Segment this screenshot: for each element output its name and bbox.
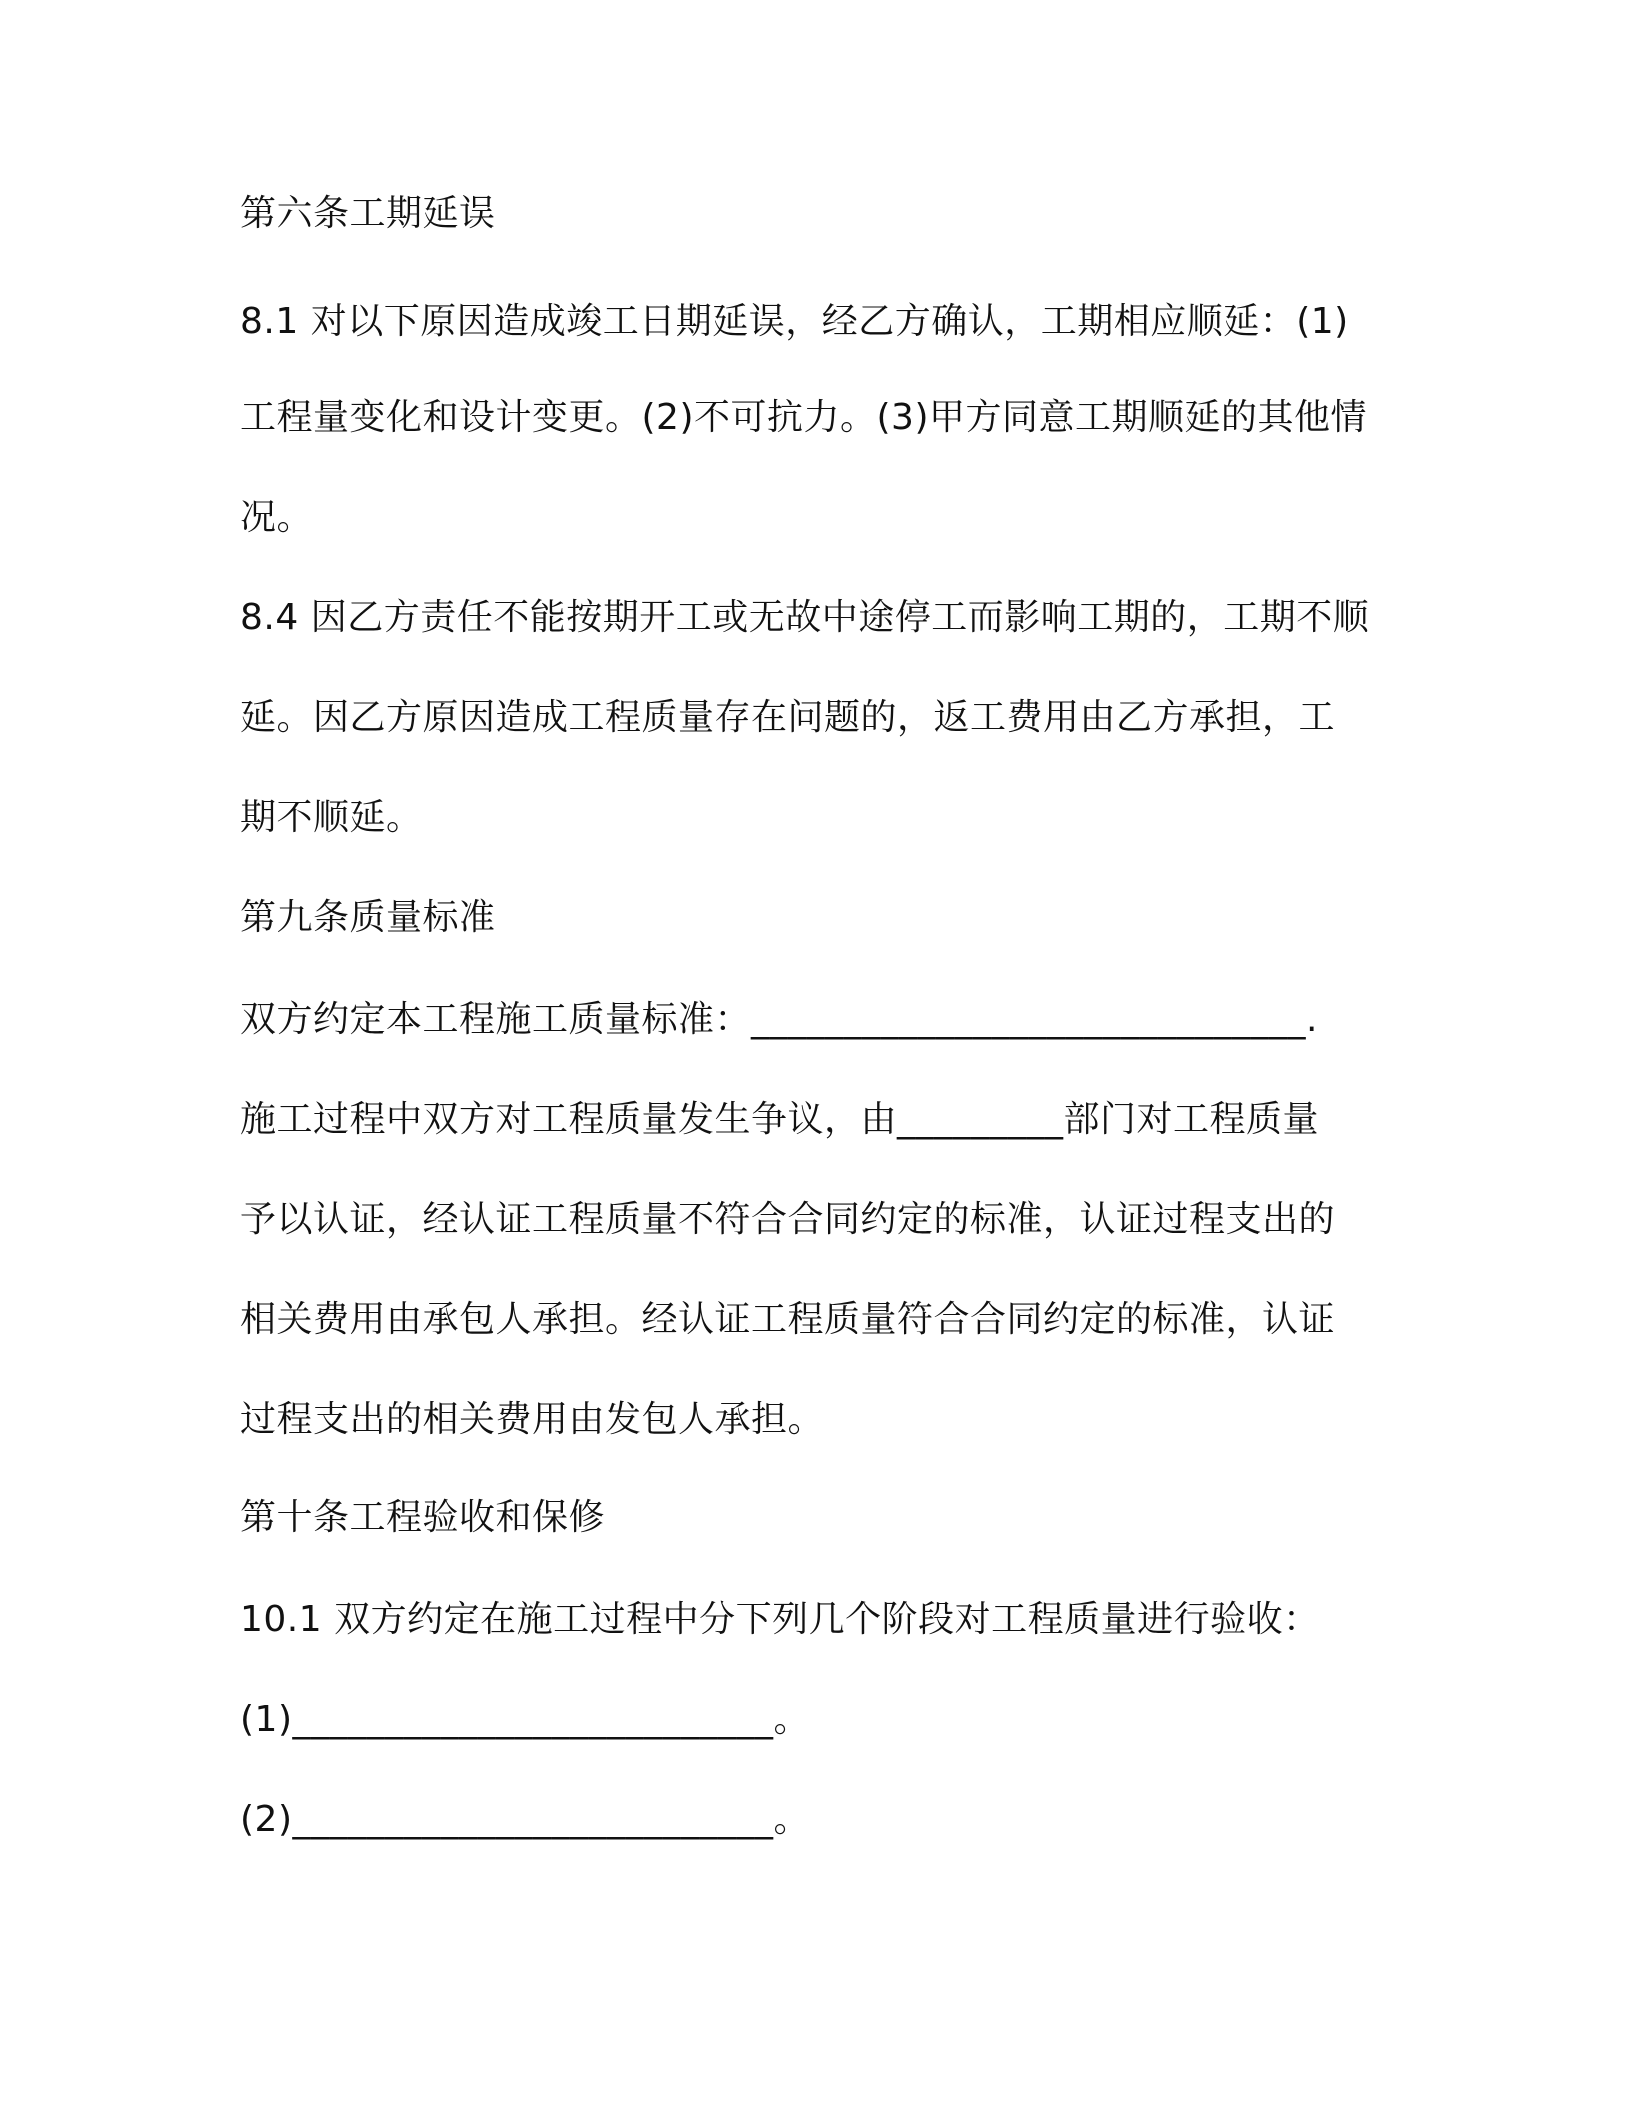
list-item: (1)__________________________。 — [240, 1699, 810, 1740]
paragraph-line: 延。因乙方原因造成工程质量存在问题的，返工费用由乙方承担，工 — [240, 697, 1336, 738]
paragraph-line: 8.1 对以下原因造成竣工日期延误，经乙方确认，工期相应顺延：(1) — [240, 301, 1349, 342]
paragraph-line: 双方约定本工程施工质量标准：______________________________. — [240, 999, 1318, 1040]
paragraph-line: 予以认证，经认证工程质量不符合合同约定的标准，认证过程支出的 — [240, 1199, 1336, 1240]
paragraph-line: 10.1 双方约定在施工过程中分下列几个阶段对工程质量进行验收： — [240, 1599, 1320, 1640]
section-heading-9: 第九条质量标准 — [240, 897, 496, 938]
paragraph-line: 施工过程中双方对工程质量发生争议，由_________部门对工程质量 — [240, 1099, 1320, 1140]
paragraph-line: 相关费用由承包人承担。经认证工程质量符合合同约定的标准，认证 — [240, 1299, 1336, 1340]
section-heading-6: 第六条工期延误 — [240, 193, 496, 234]
paragraph-line: 8.4 因乙方责任不能按期开工或无故中途停工而影响工期的，工期不顺 — [240, 597, 1370, 638]
paragraph-line: 工程量变化和设计变更。(2)不可抗力。(3)甲方同意工期顺延的其他情 — [240, 397, 1367, 438]
section-heading-10: 第十条工程验收和保修 — [240, 1497, 606, 1538]
list-item: (2)__________________________。 — [240, 1799, 810, 1840]
paragraph-line: 况。 — [240, 497, 314, 538]
paragraph-line: 期不顺延。 — [240, 797, 423, 838]
paragraph-line: 过程支出的相关费用由发包人承担。 — [240, 1399, 825, 1440]
